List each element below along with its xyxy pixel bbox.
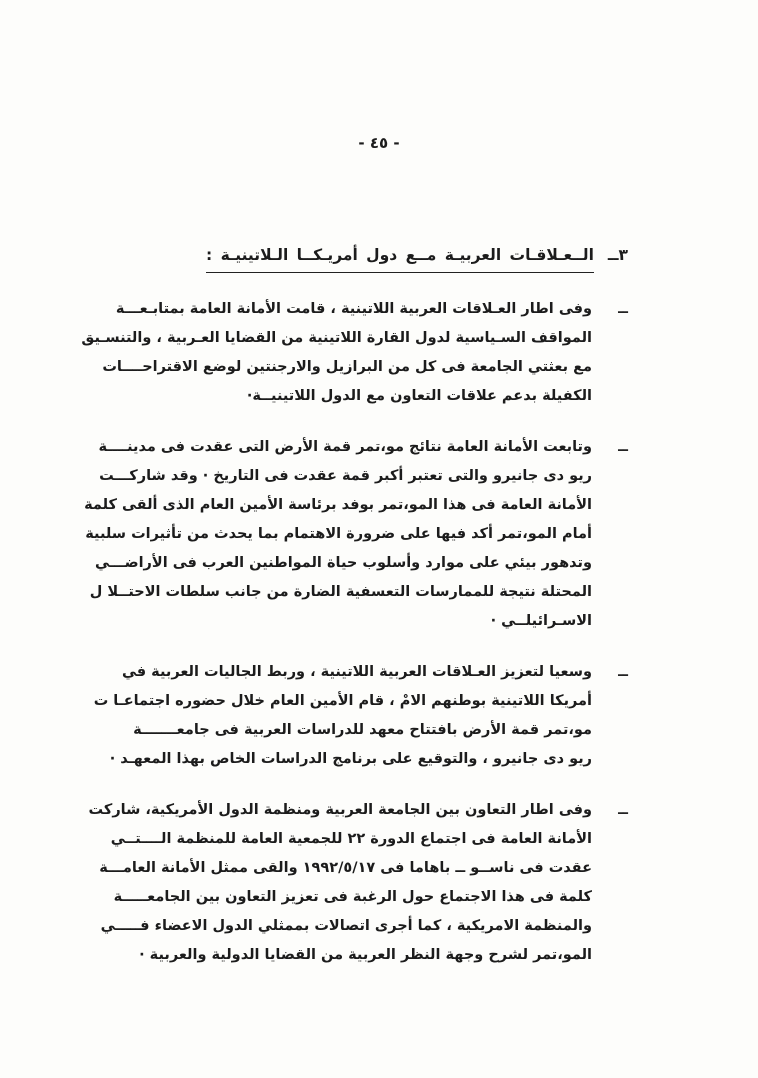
section-number: ٣ــ xyxy=(607,246,628,264)
paragraph-line: أمريكا اللاتينية بوطنهم الامْ ، قام الأمين العام خلال حضوره اجتماعـا ت xyxy=(93,693,592,709)
paragraph-lines xyxy=(93,658,592,774)
paragraph-line: ريو دى جانيرو ، والتوقيع على برنامج الدراسات الخاص بهذا المعهـد · xyxy=(109,751,592,767)
page-number: - ٤٥ - xyxy=(358,134,400,152)
paragraph-dash: ــ xyxy=(618,439,628,455)
paragraph-line: المواقف السـياسية لدول القارة اللاتينية من القضايا العـربية ، والتنسـيق xyxy=(81,330,592,346)
paragraph-line: وفى اطار التعاون بين الجامعة العربية ومنظمة الدول الأمريكية، شاركت xyxy=(88,802,592,818)
paragraph-line: ريو دى جانيرو والتى تعتبر أكبر قمة عقدت فى التاريخ · وقد شاركـــت xyxy=(99,468,592,484)
paragraph-line: وتدهور بيئي على موارد وأسلوب حياة المواطنين العرب فى الأراضـــي xyxy=(95,555,592,571)
paragraph-line: المحتلة نتيجة للممارسات التعسفية الضارة من جانب سلطات الاحتــلا ل xyxy=(89,584,592,600)
paragraph-lines xyxy=(81,295,592,411)
paragraph-line: مع بعثتي الجامعة فى كل من البرازيل والارجنتين لوضع الاقتراحــــات xyxy=(102,359,592,375)
section-title: الــعـلاقـات العربيـة مــع دول أمريـكــا الـلاتينيـة : xyxy=(206,243,594,273)
paragraph-line: الأمانة العامة فى هذا المو،تمر بوفد برئاسة الأمين العام الذى ألقى كلمة xyxy=(84,497,592,513)
document-body xyxy=(81,243,628,970)
paragraph-line: وتابعت الأمانة العامة نتائج مو،تمر قمة الأرض التى عقدت فى مدينــــة xyxy=(98,439,592,455)
paragraph-line: عقدت فى ناســو ــ باهاما فى ١٩٩٢/٥/١٧ والقى ممثل الأمانة العامـــة xyxy=(99,860,592,876)
paragraph-line: الكفيلة بدعم علاقات التعاون مع الدول اللاتينيــة· xyxy=(246,388,592,404)
paragraph-dash: ــ xyxy=(618,664,628,680)
paragraph xyxy=(93,658,628,774)
paragraph-lines xyxy=(88,796,592,970)
paragraph-line: وسعيا لتعزيز العـلاقات العربية اللاتينية ، وربط الجاليات العربية في xyxy=(121,664,592,680)
paragraph-line: مو،تمر قمة الأرض بافتتاح معهد للدراسات العربية فى جامعـــــــة xyxy=(133,722,592,738)
paragraph-line: المو،تمر لشرح وجهة النظر العربية من القضايا الدولية والعربية · xyxy=(139,947,592,963)
paragraph-dash: ــ xyxy=(618,802,628,818)
paragraph-lines xyxy=(84,433,592,636)
paragraph-line: الاسـرائيلــي · xyxy=(490,613,592,629)
section-heading xyxy=(136,243,628,273)
paragraph-line: كلمة فى هذا الاجتماع حول الرغبة فى تعزيز التعاون بين الجامعـــــة xyxy=(113,889,592,905)
paragraph-line: أمام المو،تمر أكد فيها على ضرورة الاهتمام بما يحدث من تأثيرات سلبية xyxy=(85,526,592,542)
paragraph-dash: ــ xyxy=(618,301,628,317)
paragraph xyxy=(88,796,628,970)
paragraph-line: الأمانة العامة فى اجتماع الدورة ٢٢ للجمعية العامة للمنظمة الــــتــي xyxy=(110,831,592,847)
paragraph-line: والمنظمة الامريكية ، كما أجرى اتصالات بممثلي الدول الاعضاء فـــــي xyxy=(100,918,592,934)
paragraph xyxy=(84,433,628,636)
paragraph-line: وفى اطار العـلاقات العربية اللاتينية ، قامت الأمانة العامة بمتابـعـــة xyxy=(115,301,592,317)
paragraph xyxy=(81,295,628,411)
